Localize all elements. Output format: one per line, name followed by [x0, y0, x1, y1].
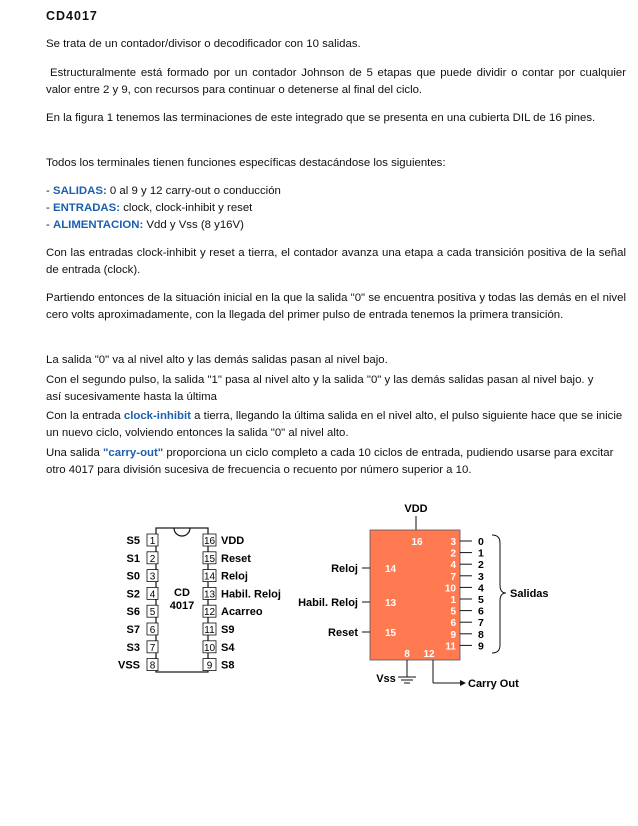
pin-number-left: 5	[149, 607, 156, 619]
paragraph-clock: Con las entradas clock-inhibit y reset a tierra, el contador avanza una etapa a cada transición positiva de la señal de entrada (clock).	[46, 247, 626, 276]
pin-number-left: 1	[149, 536, 156, 547]
ic-label-4017: 4017	[169, 600, 195, 612]
input-label: Habil. Reloj	[298, 597, 358, 609]
pin-number-left: 8	[149, 660, 156, 672]
output-label: 8	[478, 628, 484, 641]
bullet-item: - SALIDAS: 0 al 9 y 12 carry-out o conducción	[46, 185, 281, 197]
carry-out-label: Carry Out	[468, 678, 519, 690]
outputs-brace	[492, 535, 506, 653]
pin-16: 16	[411, 537, 423, 548]
input-pin: 15	[385, 628, 397, 639]
paragraph-output-zero: La salida "0" va al nivel alto y las demás salidas pasan al nivel bajo.	[46, 354, 388, 366]
output-pin: 5	[450, 606, 456, 618]
pin-number-right: 11	[204, 625, 215, 636]
paragraph-initial: Partiendo entonces de la situación inicial en la que la salida "0" se encuentra positiva y todas las demás en el nivel cero volts aproximadamente, con la llegada del primer pulso de entrada tenemos la primera transición.	[46, 292, 626, 321]
pin-number-right: 16	[203, 536, 216, 547]
pin-number-left: 6	[149, 625, 156, 636]
paragraph-figure: En la figura 1 tenemos las terminaciones de este integrado que se presenta en una cubierta DIL de 16 pines.	[46, 112, 596, 124]
input-pin: 14	[385, 564, 397, 575]
pin-number-left: 7	[149, 642, 156, 654]
bullet-key: ALIMENTACION:	[52, 219, 144, 231]
pin-name-right: S4	[221, 641, 235, 654]
bullet-item: - ENTRADAS: clock, clock-inhibit y reset	[46, 202, 253, 214]
paragraph-terminals: Todos los terminales tienen funciones específicas destacándose los siguientes:	[46, 157, 446, 169]
block-diagram	[290, 495, 560, 695]
pin-number-right: 13	[203, 589, 216, 601]
keyword-clock-inhibit: clock-inhibit	[123, 410, 191, 422]
pin-number-right: 15	[203, 553, 216, 565]
pin-number-left: 4	[149, 589, 156, 601]
paragraph-carry-out: Una salida "carry-out" proporciona un ciclo completo a cada 10 ciclos de entrada, pudiendo usarse para excitar otro 4017 para división sucesiva de frecuencia o recuento por número superior a 10.	[46, 447, 614, 476]
pin-name-left: S3	[126, 641, 140, 654]
pin-name-right: Reloj	[221, 570, 248, 583]
output-label: 0	[478, 536, 484, 548]
pin-number-right: 9	[206, 660, 213, 672]
pin-name-right: Acarreo	[221, 606, 263, 619]
output-pin: 9	[450, 629, 456, 641]
pin-number-left: 2	[149, 553, 156, 565]
pin-number-right: 10	[203, 642, 216, 654]
pin-number-left: 3	[149, 571, 156, 583]
pin-name-left: S7	[126, 624, 140, 636]
output-pin: 1	[450, 595, 456, 606]
paragraph-clock-inhibit: Con la entrada clock-inhibit a tierra, llegando la última salida en el nivel alto, el pulso siguiente hace que se inicie un nuevo ciclo, volviendo entonces la salida "0" al nivel alto.	[46, 410, 623, 439]
pin-number-right: 12	[203, 607, 216, 619]
bullet-item: - ALIMENTACION: Vdd y Vss (8 y16V)	[46, 219, 244, 231]
document-title: CD4017	[46, 9, 98, 23]
pin-name-left: S1	[126, 552, 140, 565]
output-pin: 2	[450, 548, 456, 560]
pin-name-right: S8	[221, 659, 235, 672]
pin-name-right: Reset	[221, 552, 251, 565]
pin-name-left: VSS	[117, 659, 140, 672]
output-pin: 7	[450, 571, 456, 583]
keyword-carry-out: "carry-out"	[103, 447, 164, 459]
output-pin: 10	[444, 583, 456, 595]
output-label: 4	[478, 582, 484, 595]
output-label: 6	[478, 605, 484, 618]
ic-label-cd: CD	[174, 587, 190, 599]
vdd-label: VDD	[404, 503, 428, 515]
pin-name-right: VDD	[221, 535, 245, 547]
bullet-key: ENTRADAS:	[52, 202, 121, 214]
paragraph-intro: Se trata de un contador/divisor o decodificador con 10 salidas.	[46, 38, 361, 50]
pin-name-left: S2	[126, 588, 140, 601]
paragraph-structure: Estructuralmente está formado por un contador Johnson de 5 etapas que puede dividir o contar por cualquier valor entre 2 y 9, con recursos para continuar o detenerse al final del ciclo.	[46, 67, 626, 96]
output-label: 2	[478, 559, 484, 572]
pin-name-right: Habil. Reloj	[221, 588, 281, 601]
output-pin: 6	[450, 618, 456, 630]
pin-number-right: 14	[203, 571, 216, 583]
output-pin: 11	[445, 641, 456, 653]
pin-12: 12	[423, 649, 435, 660]
bullet-key: SALIDAS:	[52, 185, 107, 197]
input-pin: 13	[385, 598, 397, 609]
pin-name-left: S6	[126, 606, 140, 619]
output-label: 3	[478, 570, 484, 583]
pinout-diagram	[100, 525, 300, 675]
pin-name-left: S5	[126, 535, 140, 547]
output-label: 7	[478, 617, 484, 630]
pin-name-right: S9	[221, 624, 235, 636]
output-label: 5	[478, 594, 484, 606]
output-label: 1	[478, 547, 484, 560]
salidas-label: Salidas	[510, 588, 549, 600]
input-label: Reset	[328, 627, 358, 639]
output-label: 9	[478, 640, 484, 653]
vss-label: Vss	[376, 673, 396, 685]
pin-8: 8	[404, 649, 410, 660]
bullet-list	[46, 183, 626, 234]
pin-name-left: S0	[126, 570, 140, 583]
output-pin: 3	[450, 537, 456, 548]
input-label: Reloj	[331, 563, 358, 575]
output-pin: 4	[450, 560, 456, 572]
paragraph-second-pulse: Con el segundo pulso, la salida "1" pasa al nivel alto y la salida "0" y las demás salidas pasan al nivel bajo. y así sucesivamente hasta la última	[46, 374, 594, 403]
